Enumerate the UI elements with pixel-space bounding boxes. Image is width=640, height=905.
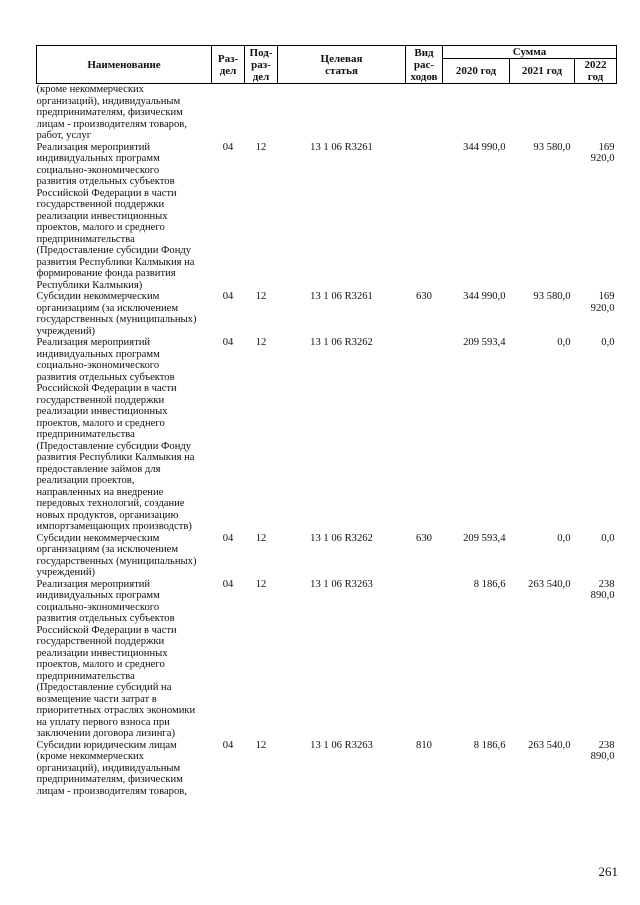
table-row xyxy=(37,84,617,142)
row-target-article: 13 1 06 R3262 xyxy=(310,532,373,544)
row-sum-2021: 0,0 xyxy=(557,532,571,544)
row-section: 04 xyxy=(222,739,234,751)
row-name: (кроме некоммерческих организаций), индивидуальным предпринимателям, физическим лицам - производителям товаров, работ, услуг xyxy=(36,84,187,141)
header-name: Наименование xyxy=(37,46,212,84)
header-year-2021: 2021 год xyxy=(510,59,575,84)
row-name: Реализация мероприятий индивидуальных программ социально-экономического развития отдельных субъектов Российской Федерации в части государственной поддержки реализации инвестиционных проектов, малого и среднего предпринимательства (Предоставление субсидии Фонду развития Республики Калмыкия на предоставление займов для реализации проектов, направленных на внедрение передовых технологий, создание новых продуктов, организацию импортзамещающих производств) xyxy=(36,337,195,532)
row-target-article: 13 1 06 R3262 xyxy=(310,337,373,348)
row-subsection: 12 xyxy=(255,291,267,302)
row-sum-2021: 263 540,0 xyxy=(528,578,571,590)
row-sum-2020: 8 186,6 xyxy=(473,578,506,590)
row-sum-2020: 209 593,4 xyxy=(463,337,506,348)
table-body xyxy=(37,84,617,798)
row-sum-2022: 169 920,0 xyxy=(590,291,615,314)
row-name: Субсидии некоммерческим организациям (за исключением государственных (муниципальных) учреждений) xyxy=(36,532,197,578)
row-sum-2022: 0,0 xyxy=(601,532,615,544)
row-sum-2020: 8 186,6 xyxy=(473,739,506,751)
row-subsection: 12 xyxy=(255,739,267,751)
header-expense-type: Вид рас- ходов xyxy=(406,46,443,84)
table-row xyxy=(37,533,617,579)
header-target-article: Целевая статья xyxy=(278,46,406,84)
header-year-2020: 2020 год xyxy=(443,59,510,84)
row-subsection: 12 xyxy=(255,337,267,348)
row-expense-type: 630 xyxy=(416,532,432,544)
budget-table xyxy=(36,45,617,797)
row-name: Реализация мероприятий индивидуальных программ социально-экономического развития отдельных субъектов Российской Федерации в части государственной поддержки реализации инвестиционных проектов, малого и среднего предпринимательства (Предоставление субсидий на возмещение части затрат в приоритетных отраслях экономики на уплату первого взноса при заключении договора лизинга) xyxy=(36,578,196,739)
row-expense-type: 630 xyxy=(416,291,432,302)
header-sum: Сумма xyxy=(443,46,617,59)
row-sum-2021: 263 540,0 xyxy=(528,739,571,751)
row-section: 04 xyxy=(222,532,234,544)
row-expense-type xyxy=(406,84,443,142)
row-target-article: 13 1 06 R3263 xyxy=(310,578,373,590)
row-subsection xyxy=(245,84,278,142)
header-section: Раз- дел xyxy=(212,46,245,84)
table-header xyxy=(37,46,617,84)
row-sum-2022: 238 890,0 xyxy=(590,739,615,762)
row-subsection: 12 xyxy=(255,578,267,590)
row-sum-2022: 169 920,0 xyxy=(590,141,615,164)
row-section xyxy=(212,84,245,142)
row-expense-type: 810 xyxy=(416,739,432,751)
row-sum-2020: 344 990,0 xyxy=(463,141,506,153)
row-sum-2021: 0,0 xyxy=(557,337,571,348)
row-sum-2021: 93 580,0 xyxy=(533,291,571,302)
row-section: 04 xyxy=(222,337,234,348)
row-target-article: 13 1 06 R3261 xyxy=(310,141,373,153)
row-sum-2022: 0,0 xyxy=(601,337,615,348)
row-sum-2020: 209 593,4 xyxy=(463,532,506,544)
row-target-article: 13 1 06 R3263 xyxy=(310,739,373,751)
row-name: Субсидии некоммерческим организациям (за исключением государственных (муниципальных) учреждений) xyxy=(36,291,197,337)
row-section: 04 xyxy=(222,578,234,590)
row-expense-type xyxy=(406,579,443,740)
row-name: Реализация мероприятий индивидуальных программ социально-экономического развития отдельных субъектов Российской Федерации в части государственной поддержки реализации инвестиционных проектов, малого и среднего предпринимательства (Предоставление субсидии Фонду развития Республики Калмыкия на формирование фонда развития Республики Калмыкия) xyxy=(36,141,195,291)
row-sum-2020 xyxy=(443,84,510,142)
row-sum-2021: 93 580,0 xyxy=(533,141,571,153)
row-section: 04 xyxy=(222,141,234,153)
row-section: 04 xyxy=(222,291,234,302)
row-expense-type xyxy=(406,337,443,533)
row-name: Субсидии юридическим лицам (кроме некоммерческих организаций), индивидуальным предпринимателям, физическим лицам - производителям товаров, xyxy=(36,739,187,797)
page-number: 261 xyxy=(598,864,618,879)
table-row xyxy=(37,579,617,740)
row-target-article xyxy=(278,84,406,142)
row-sum-2021 xyxy=(510,84,575,142)
header-subsection: Под- раз- дел xyxy=(245,46,278,84)
table-row xyxy=(37,740,617,798)
row-subsection: 12 xyxy=(255,532,267,544)
row-expense-type xyxy=(406,142,443,292)
row-subsection: 12 xyxy=(255,141,267,153)
row-sum-2022: 238 890,0 xyxy=(590,578,615,601)
row-sum-2022 xyxy=(575,84,617,142)
table-row xyxy=(37,337,617,533)
table-row xyxy=(37,142,617,292)
row-target-article: 13 1 06 R3261 xyxy=(310,291,373,302)
row-sum-2020: 344 990,0 xyxy=(463,291,506,302)
table-row xyxy=(37,291,617,337)
header-year-2022: 2022 год xyxy=(575,59,617,84)
